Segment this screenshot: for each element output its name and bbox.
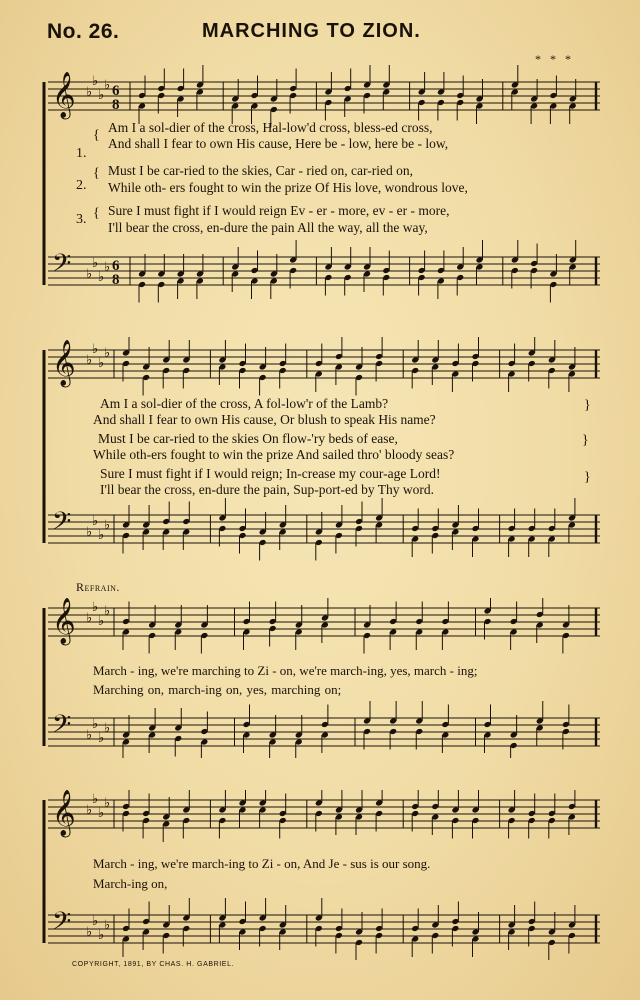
- flat-icon: ♭: [92, 342, 99, 357]
- flat-icon: ♭: [104, 918, 111, 933]
- flat-icon: ♭: [92, 600, 99, 615]
- verse-3-line-d: I'll bear the cross, en-dure the pain, Sup-port-ed by Thy word.: [100, 482, 434, 497]
- flat-icon: ♭: [98, 270, 105, 285]
- svg-text:8: 8: [112, 272, 120, 288]
- bass-clef-icon: 𝄢: [52, 907, 72, 942]
- bass-clef-icon: 𝄢: [52, 507, 72, 542]
- flat-icon: ♭: [92, 717, 99, 732]
- verse-brace-4: }: [584, 398, 591, 413]
- verse-3-line-c: Sure I must fight if I would reign; In-crease my cour-age Lord!: [100, 466, 441, 481]
- music-system-4: [40, 790, 610, 960]
- flat-icon: ♭: [104, 604, 111, 619]
- hymn-title: MARCHING TO ZION.: [202, 20, 421, 42]
- flat-icon: ♭: [86, 803, 93, 818]
- page-header: [0, 20, 640, 66]
- verse-1-line-d: And shall I fear to own His cause, Or blush to speak His name?: [93, 412, 436, 427]
- svg-text:6: 6: [112, 83, 120, 99]
- staff-lines: [48, 598, 600, 654]
- verse-2-line-d: While oth-ers fought to win the prize And sailed thro' bloody seas?: [93, 447, 455, 462]
- flat-icon: ♭: [104, 346, 111, 361]
- flat-icon: ♭: [104, 796, 111, 811]
- flat-icon: ♭: [98, 88, 105, 103]
- flat-icon: ♭: [98, 614, 105, 629]
- flat-icon: ♭: [104, 260, 111, 275]
- flat-icon: ♭: [98, 806, 105, 821]
- refrain-line-2: March - ing, we're march-ing to Zi - on, And Je - sus is our song.: [93, 856, 431, 871]
- treble-clef-icon: 𝄞: [52, 598, 76, 644]
- flat-icon: ♭: [86, 267, 93, 282]
- staff-lines: [48, 240, 600, 303]
- verse-brace-1: {: [93, 128, 100, 143]
- staff-lines: [48, 701, 600, 758]
- flat-icon: ♭: [92, 914, 99, 929]
- refrain-label: Refrain.: [76, 580, 120, 594]
- refrain-line-2-alto: March-ing on,: [93, 876, 168, 891]
- verse-brace-5: }: [582, 433, 589, 448]
- verse-2-line-b: While oth- ers fought to win the prize Of His love, wondrous love,: [108, 180, 468, 195]
- flat-icon: ♭: [86, 925, 93, 940]
- staff-lines: [48, 498, 600, 561]
- staff-lines: [48, 790, 600, 842]
- verse-2-line-c: Must I be car-ried to the skies On flow-'ry beds of ease,: [98, 431, 398, 446]
- tempo-marks: * * *: [535, 52, 574, 66]
- bass-clef-icon: 𝄢: [52, 249, 72, 284]
- verse-1-line-b: And shall I fear to own His cause, Here be - low, here be - low,: [108, 136, 449, 151]
- flat-icon: ♭: [104, 721, 111, 736]
- flat-icon: ♭: [98, 928, 105, 943]
- flat-icon: ♭: [92, 514, 99, 529]
- verse-3-line-b: I'll bear the cross, en-dure the pain All the way, all the way,: [108, 220, 428, 235]
- treble-clef-icon: 𝄞: [52, 790, 76, 836]
- flat-icon: ♭: [86, 85, 93, 100]
- flat-icon: ♭: [92, 792, 99, 807]
- verse-brace-2: {: [93, 166, 100, 181]
- staff-lines: [48, 65, 600, 128]
- verse-number-2: 2.: [76, 178, 87, 193]
- svg-text:6: 6: [112, 258, 120, 274]
- staff-lines: [48, 337, 600, 396]
- flat-icon: ♭: [98, 356, 105, 371]
- flat-icon: ♭: [104, 518, 111, 533]
- staff-lines: [48, 898, 600, 960]
- verse-brace-6: }: [584, 470, 591, 485]
- refrain-line-1-alto: Marching on, march-ing on, yes, marching on;: [93, 682, 342, 697]
- verse-brace-3: {: [93, 206, 100, 221]
- copyright-notice: COPYRIGHT, 1891, BY CHAS. H. GABRIEL.: [72, 961, 235, 968]
- verse-1-line-c: Am I a sol-dier of the cross, A fol-low'r of the Lamb?: [100, 396, 389, 411]
- flat-icon: ♭: [98, 528, 105, 543]
- flat-icon: ♭: [104, 78, 111, 93]
- flat-icon: ♭: [92, 256, 99, 271]
- verse-number-3: 3.: [76, 212, 87, 227]
- bass-clef-icon: 𝄢: [52, 710, 72, 745]
- verse-2-line-a: Must I be car-ried to the skies, Car - ried on, car-ried on,: [108, 163, 413, 178]
- flat-icon: ♭: [92, 74, 99, 89]
- verse-3-line-a: Sure I must fight if I would reign Ev - er - more, ev - er - more,: [108, 203, 450, 218]
- verse-1-line-a: Am I a sol-dier of the cross, Hal-low'd cross, bless-ed cross,: [108, 120, 433, 135]
- hymn-number: No. 26.: [47, 20, 120, 43]
- flat-icon: ♭: [98, 731, 105, 746]
- svg-text:8: 8: [112, 97, 120, 113]
- flat-icon: ♭: [86, 728, 93, 743]
- flat-icon: ♭: [86, 353, 93, 368]
- flat-icon: ♭: [86, 525, 93, 540]
- flat-icon: ♭: [86, 611, 93, 626]
- refrain-line-1: March - ing, we're marching to Zi - on, we're march-ing, yes, march - ing;: [93, 663, 478, 678]
- verse-number-1: 1.: [76, 146, 87, 161]
- treble-clef-icon: 𝄞: [52, 340, 76, 386]
- treble-clef-icon: 𝄞: [52, 72, 76, 118]
